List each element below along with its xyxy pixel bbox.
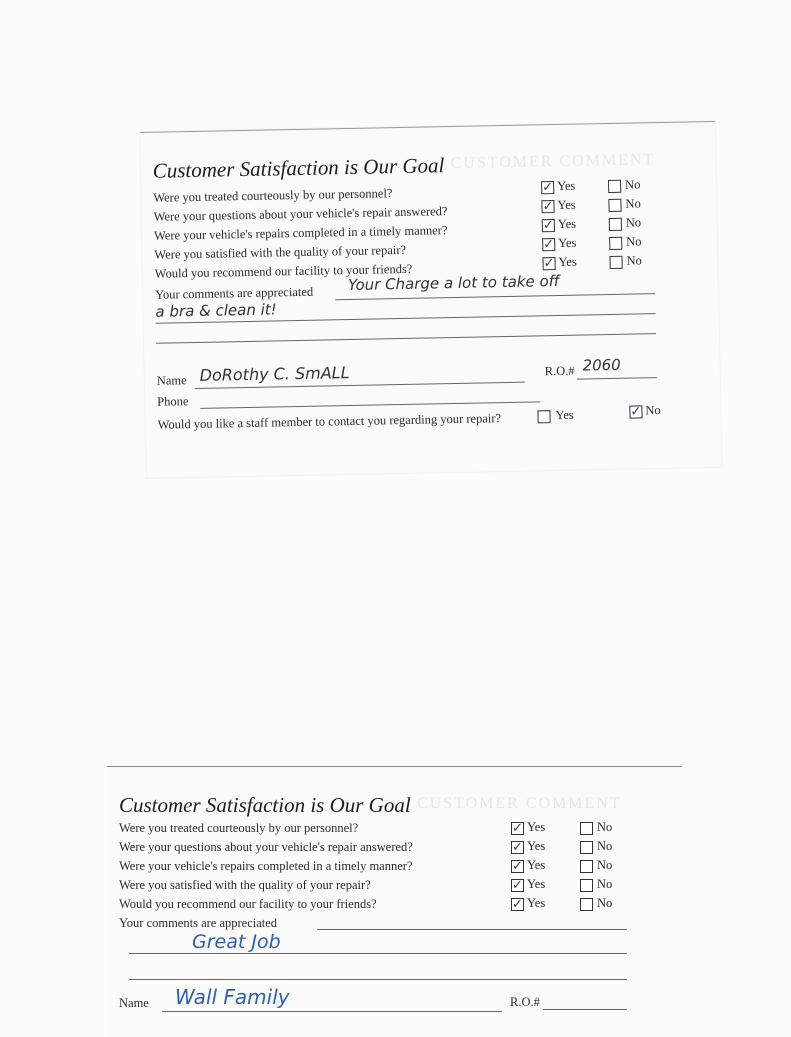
ghost-header-text: CUSTOMER COMMENT [417,795,622,812]
yes-label: Yes [558,254,577,269]
no-checkbox-4[interactable] [580,879,593,892]
ghost-header-text: CUSTOMER COMMENT [450,151,656,173]
question-4: Were you satisfied with the quality of your repair? [119,878,371,892]
name-line [162,1011,502,1012]
comment-line-1 [317,929,627,930]
no-checkbox-1[interactable] [608,180,621,193]
yes-label: Yes [558,235,577,250]
no-label: No [626,253,642,268]
no-label: No [597,877,613,891]
no-label: No [597,858,613,872]
comment-line-3 [129,979,627,980]
ro-label: R.O.# [544,363,575,379]
question-5: Would you recommend our facility to your friends? [154,261,413,281]
customer-name: Wall Family [175,985,290,1009]
check-mark-icon: ✓ [512,840,523,855]
survey-card-2 [107,766,682,1037]
ro-line [577,377,657,380]
yes-checkbox-3[interactable] [542,219,555,232]
yes-checkbox-4[interactable] [542,238,555,251]
question-1: Were you treated courteously by our personnel? [153,186,393,205]
yes-label: Yes [557,216,577,231]
yes-label: Yes [527,820,546,834]
no-checkbox-4[interactable] [609,237,622,250]
phone-label: Phone [157,394,189,409]
comment-line-3 [156,333,656,344]
no-checkbox-2[interactable] [580,841,593,854]
check-mark-icon: ✓ [512,897,523,912]
no-label: No [624,177,641,192]
no-label: No [625,215,642,230]
yes-checkbox-1[interactable] [541,181,554,194]
ro-label: R.O.# [510,995,540,1009]
check-mark-icon: ✓ [542,180,554,196]
yes-label: Yes [527,858,546,872]
no-checkbox-1[interactable] [580,822,593,835]
comment-handwriting-1: Your Charge a lot to take off [347,271,560,295]
question-2: Were your questions about your vehicle's repair answered? [119,840,413,854]
contact-yes-label: Yes [555,407,574,423]
ro-line [543,1009,627,1010]
yes-label: Yes [556,178,576,194]
contact-no-checkbox[interactable] [629,405,642,418]
contact-yes-checkbox[interactable] [537,410,550,423]
comments-label: Your comments are appreciated [119,916,278,930]
customer-name: DoRothy C. SmALL [199,363,350,385]
ro-number: 2060 [582,355,621,375]
question-1: Were you treated courteously by our personnel? [119,821,359,835]
yes-checkbox-1[interactable] [511,822,524,835]
yes-checkbox-2[interactable] [541,200,554,213]
comment-line-1 [335,293,655,300]
check-mark-icon: ✓ [543,256,555,272]
contact-question: Would you like a staff member to contact you regarding your repair? [157,411,502,432]
check-mark-icon: ✓ [512,821,523,836]
no-label: No [597,839,613,853]
yes-label: Yes [527,839,546,853]
comment-handwriting-1: Great Job [192,931,281,953]
check-mark-icon: ✓ [542,218,554,234]
no-checkbox-2[interactable] [608,199,621,212]
check-mark-icon: ✓ [542,199,554,215]
yes-checkbox-5[interactable] [542,257,555,270]
yes-checkbox-2[interactable] [511,841,524,854]
check-mark-icon: ✓ [543,237,555,253]
yes-label: Yes [527,877,546,891]
comment-handwriting-2: a bra & clean it! [155,300,277,321]
question-3: Were your vehicle's repairs completed in a timely manner? [153,223,448,243]
no-checkbox-5[interactable] [609,256,622,269]
no-label: No [597,896,613,910]
question-5: Would you recommend our facility to your friends? [119,897,377,911]
question-2: Were your questions about your vehicle's repair answered? [153,204,448,224]
form-title: Customer Satisfaction is Our Goal [119,793,411,817]
no-checkbox-3[interactable] [609,218,622,231]
yes-checkbox-4[interactable] [511,879,524,892]
question-4: Were you satisfied with the quality of your repair? [154,242,407,262]
check-mark-icon: ✓ [512,859,523,874]
check-mark-icon: ✓ [630,404,642,420]
no-checkbox-5[interactable] [580,898,593,911]
question-3: Were your vehicle's repairs completed in a timely manner? [119,859,413,873]
no-label: No [625,196,641,211]
comments-label: Your comments are appreciated [154,284,314,302]
survey-card-1 [140,121,722,478]
name-label: Name [119,996,149,1010]
check-mark-icon: ✓ [512,878,523,893]
no-label: No [626,234,642,249]
form-title: Customer Satisfaction is Our Goal [152,153,445,183]
phone-line [200,401,540,409]
name-label: Name [156,373,187,388]
no-checkbox-3[interactable] [580,860,593,873]
yes-label: Yes [527,896,546,910]
contact-no-label: No [645,403,661,418]
comment-line-2 [129,953,627,954]
yes-label: Yes [557,197,576,212]
no-label: No [597,820,613,834]
yes-checkbox-5[interactable] [511,898,524,911]
yes-checkbox-3[interactable] [511,860,524,873]
